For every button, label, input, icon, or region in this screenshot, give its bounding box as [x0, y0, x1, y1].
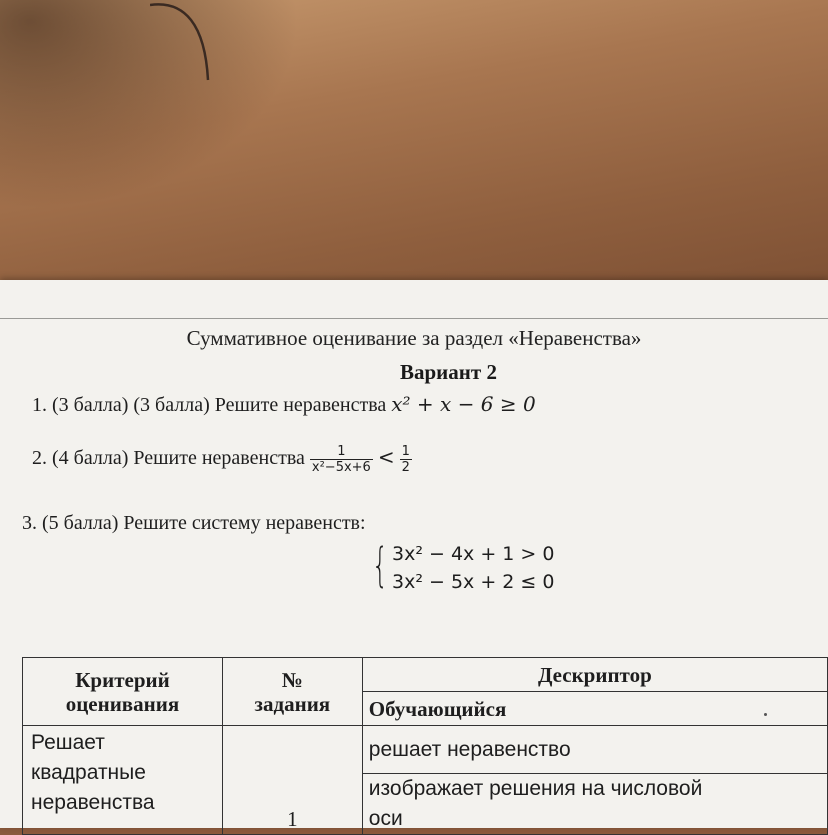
top-rule: [0, 318, 828, 319]
descriptor-2-line2: оси: [368, 807, 403, 830]
page-title: Суммативное оценивание за раздел «Неравенства»: [186, 326, 642, 350]
system-of-inequalities: [372, 540, 554, 596]
criterion-line2: квадратные: [31, 761, 146, 784]
ink-dot: [764, 713, 767, 716]
criteria-table: [22, 657, 828, 835]
fraction-numerator: 1: [310, 444, 373, 460]
inequality-row-1: 3x² − 4x + 1 > 0: [392, 543, 555, 565]
criterion-line1: Решает: [31, 731, 105, 754]
task-2-fraction-right: [400, 444, 412, 475]
task-1-expression: x² + x − 6 ≥ 0: [391, 392, 536, 416]
header-criterion: [23, 658, 223, 726]
inequality-row-2: 3x² − 5x + 2 ≤ 0: [392, 571, 555, 593]
descriptor-2-line1: изображает решения на числовой: [368, 777, 703, 800]
left-brace-icon: {: [372, 538, 389, 592]
variant-heading: Вариант 2: [400, 360, 497, 384]
fraction-numerator: 1: [401, 444, 410, 459]
criterion-line3: неравенства: [31, 791, 155, 814]
header-descriptor: Дескриптор: [362, 658, 827, 692]
fraction-denominator: x²−5x+6: [311, 460, 371, 475]
header-task-line1: №: [281, 667, 303, 692]
header-criterion-line1: Критерий: [75, 667, 170, 692]
header-student: Обучающийся: [362, 692, 827, 726]
less-than-sign: <: [377, 445, 395, 470]
descriptor-1: решает неравенство: [362, 726, 827, 774]
header-task-number: [222, 658, 362, 726]
fraction-denominator: 2: [401, 460, 410, 475]
task-2: [32, 444, 412, 475]
header-task-line2: задания: [254, 691, 331, 716]
task-2-fraction-left: [310, 444, 373, 475]
descriptor-2: [362, 774, 827, 835]
task-1: [32, 392, 536, 417]
criterion-cell: [23, 726, 223, 835]
task-1-text: 1. (3 балла) (3 балла) Решите неравенства: [32, 394, 387, 416]
task-3: 3. (5 балла) Решите систему неравенств:: [22, 512, 366, 534]
task-2-text: 2. (4 балла) Решите неравенства: [32, 447, 305, 470]
cable-wire: [150, 0, 220, 85]
task-number-cell: 1: [222, 726, 362, 835]
header-criterion-line2: оценивания: [65, 691, 180, 716]
